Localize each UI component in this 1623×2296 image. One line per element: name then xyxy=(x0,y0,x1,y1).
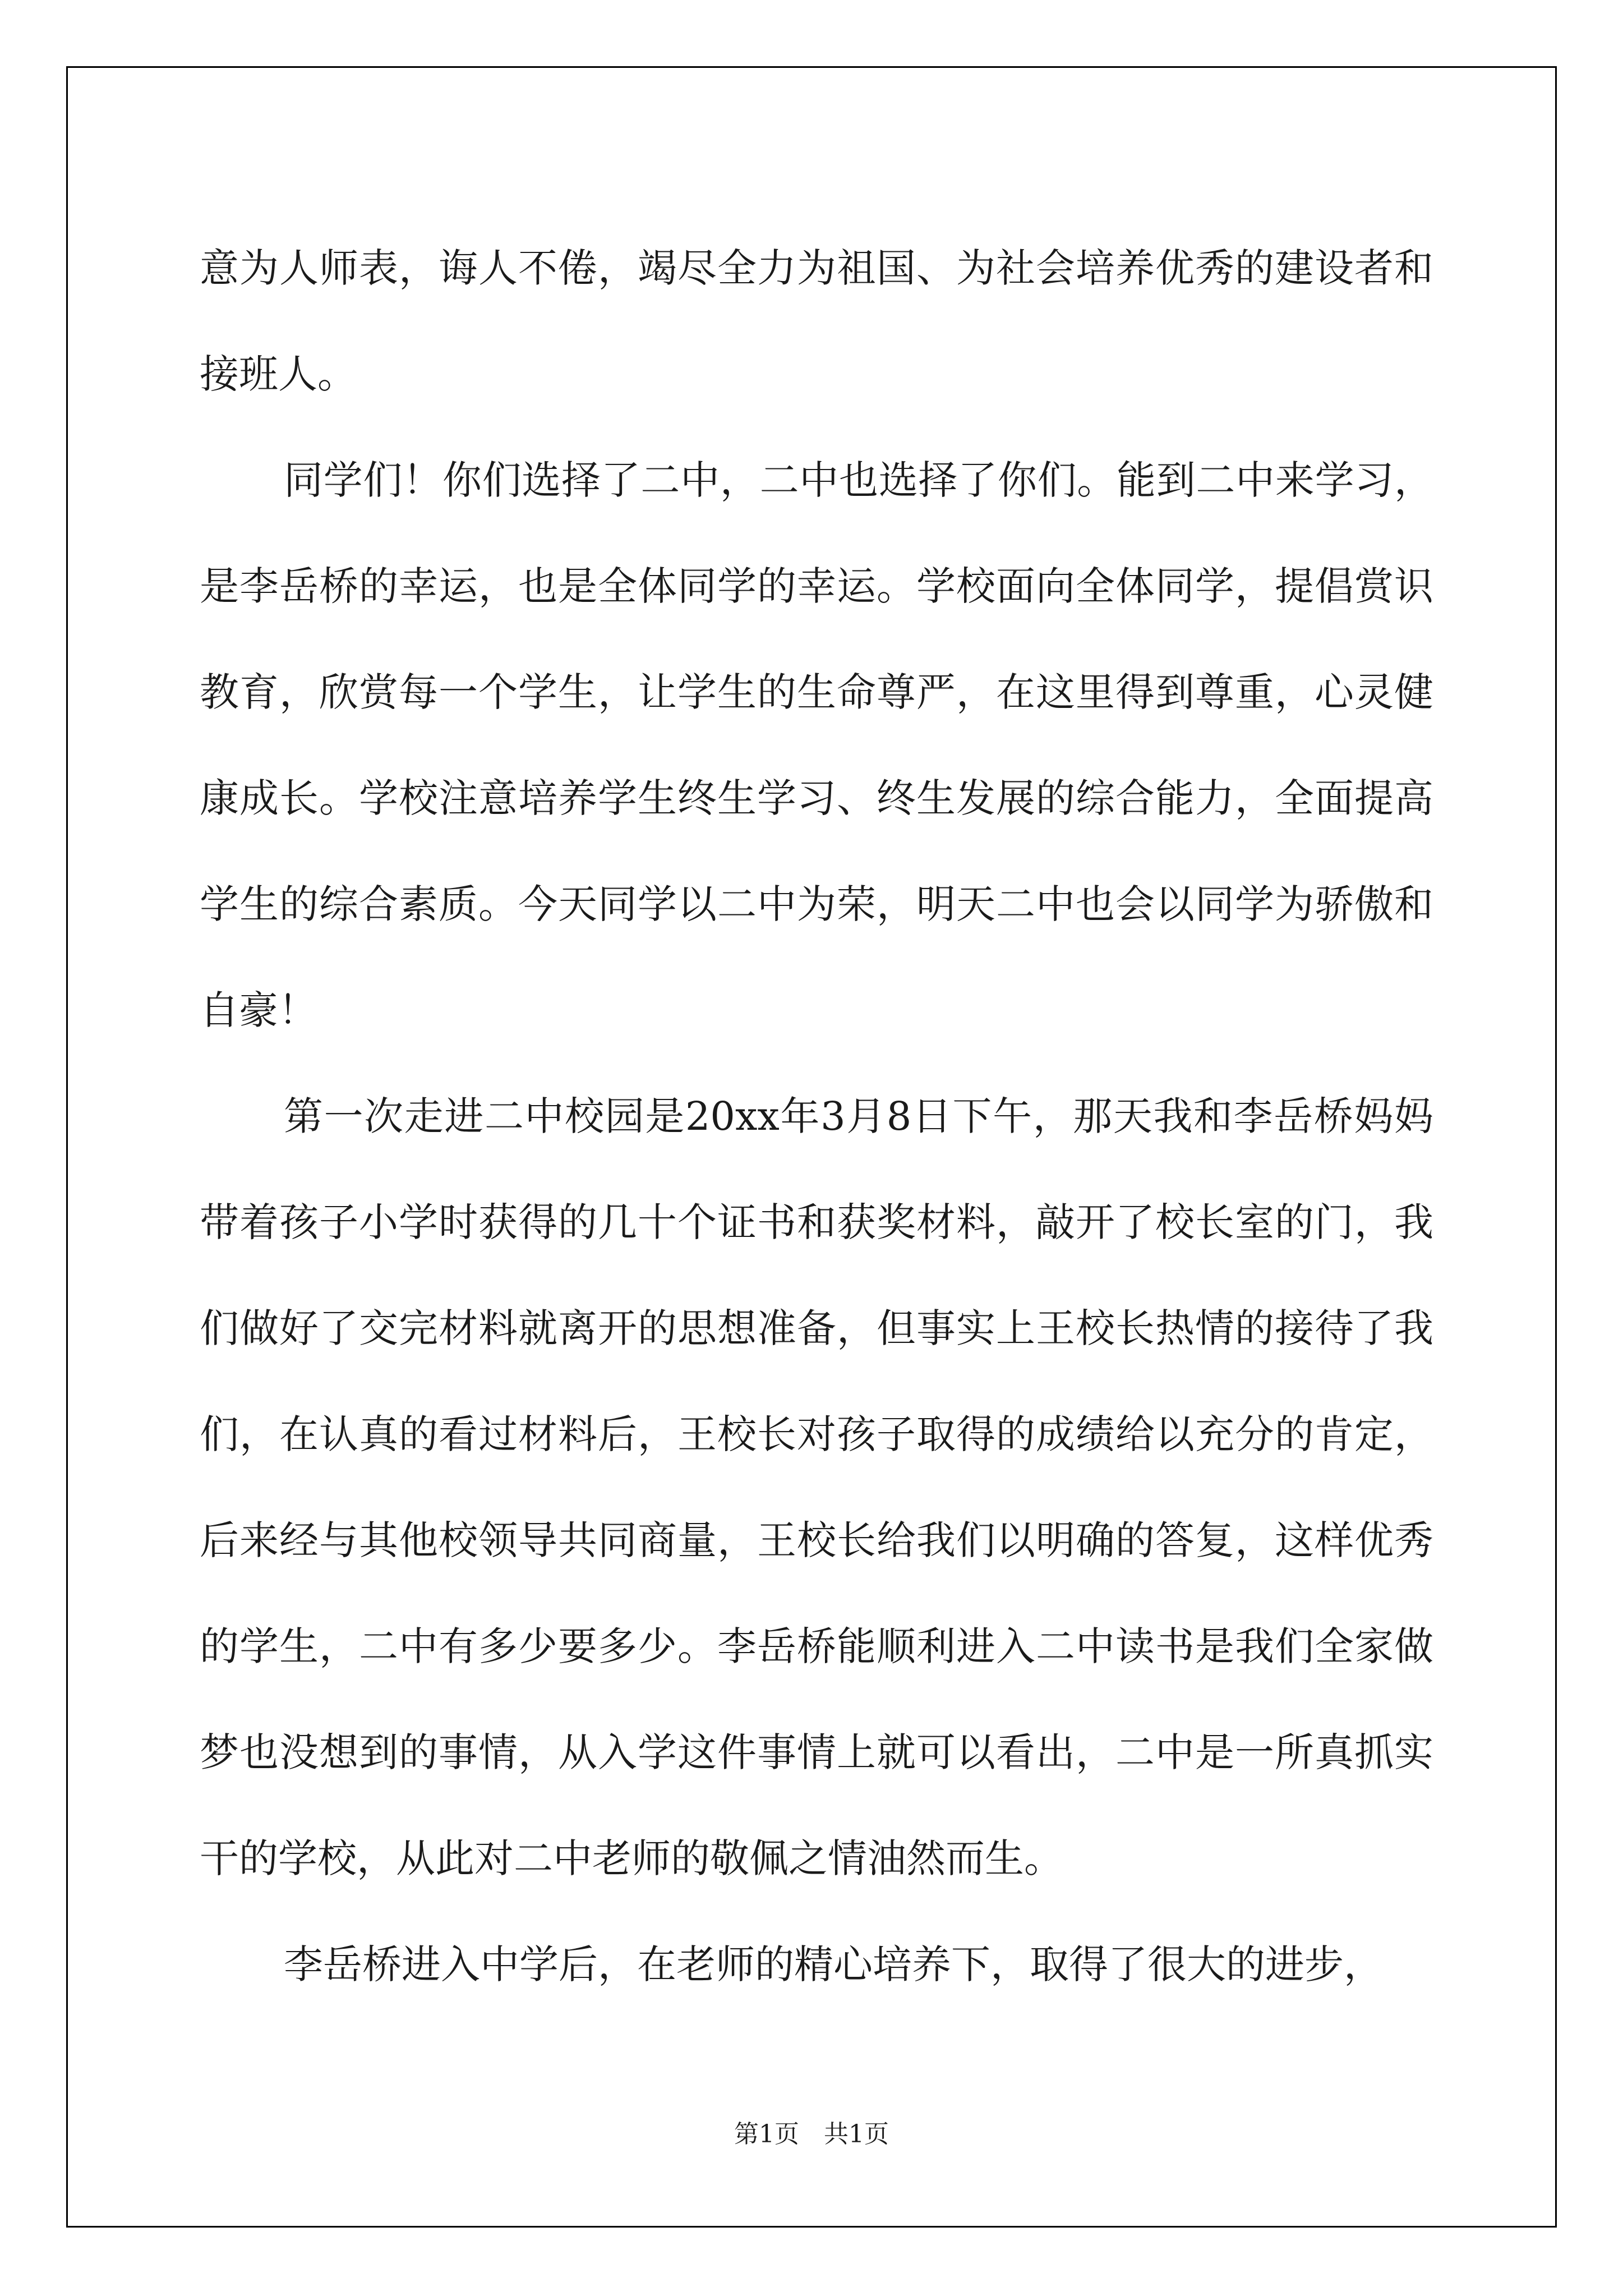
document-body xyxy=(200,215,1433,2018)
page-footer: 第1页 共1页 xyxy=(734,2120,889,2148)
paragraph-3: 第一次走进二中校园是20xx年3月8日下午，那天我和李岳桥妈妈带着孩子小学时获得的几十个证书和获奖材料，敲开了校长室的门，我们做好了交完材料就离开的思想准备，但事实上王校长热情的接待了我们，在认真的看过材料后，王校长对孩子取得的成绩给以充分的肯定，后来经与其他校领导共同商量，王校长给我们以明确的答复，这样优秀的学生，二中有多少要多少。李岳桥能顺利进入二中读书是我们全家做梦也没想到的事情，从入学这件事情上就可以看出，二中是一所真抓实干的学校，从此对二中老师的敬佩之情油然而生。 xyxy=(200,1093,1433,1881)
paragraph-1: 意为人师表，诲人不倦，竭尽全力为祖国、为社会培养优秀的建设者和接班人。 xyxy=(200,245,1433,397)
paragraph-2: 同学们！你们选择了二中，二中也选择了你们。能到二中来学习，是李岳桥的幸运，也是全体同学的幸运。学校面向全体同学，提倡赏识教育，欣赏每一个学生，让学生的生命尊严，在这里得到尊重，心灵健康成长。学校注意培养学生终生学习、终生发展的综合能力，全面提高学生的综合素质。今天同学以二中为荣，明天二中也会以同学为骄傲和自豪！ xyxy=(200,457,1433,1033)
paragraph-4: 李岳桥进入中学后，在老师的精心培养下，取得了很大的进步， xyxy=(284,1941,1383,1987)
